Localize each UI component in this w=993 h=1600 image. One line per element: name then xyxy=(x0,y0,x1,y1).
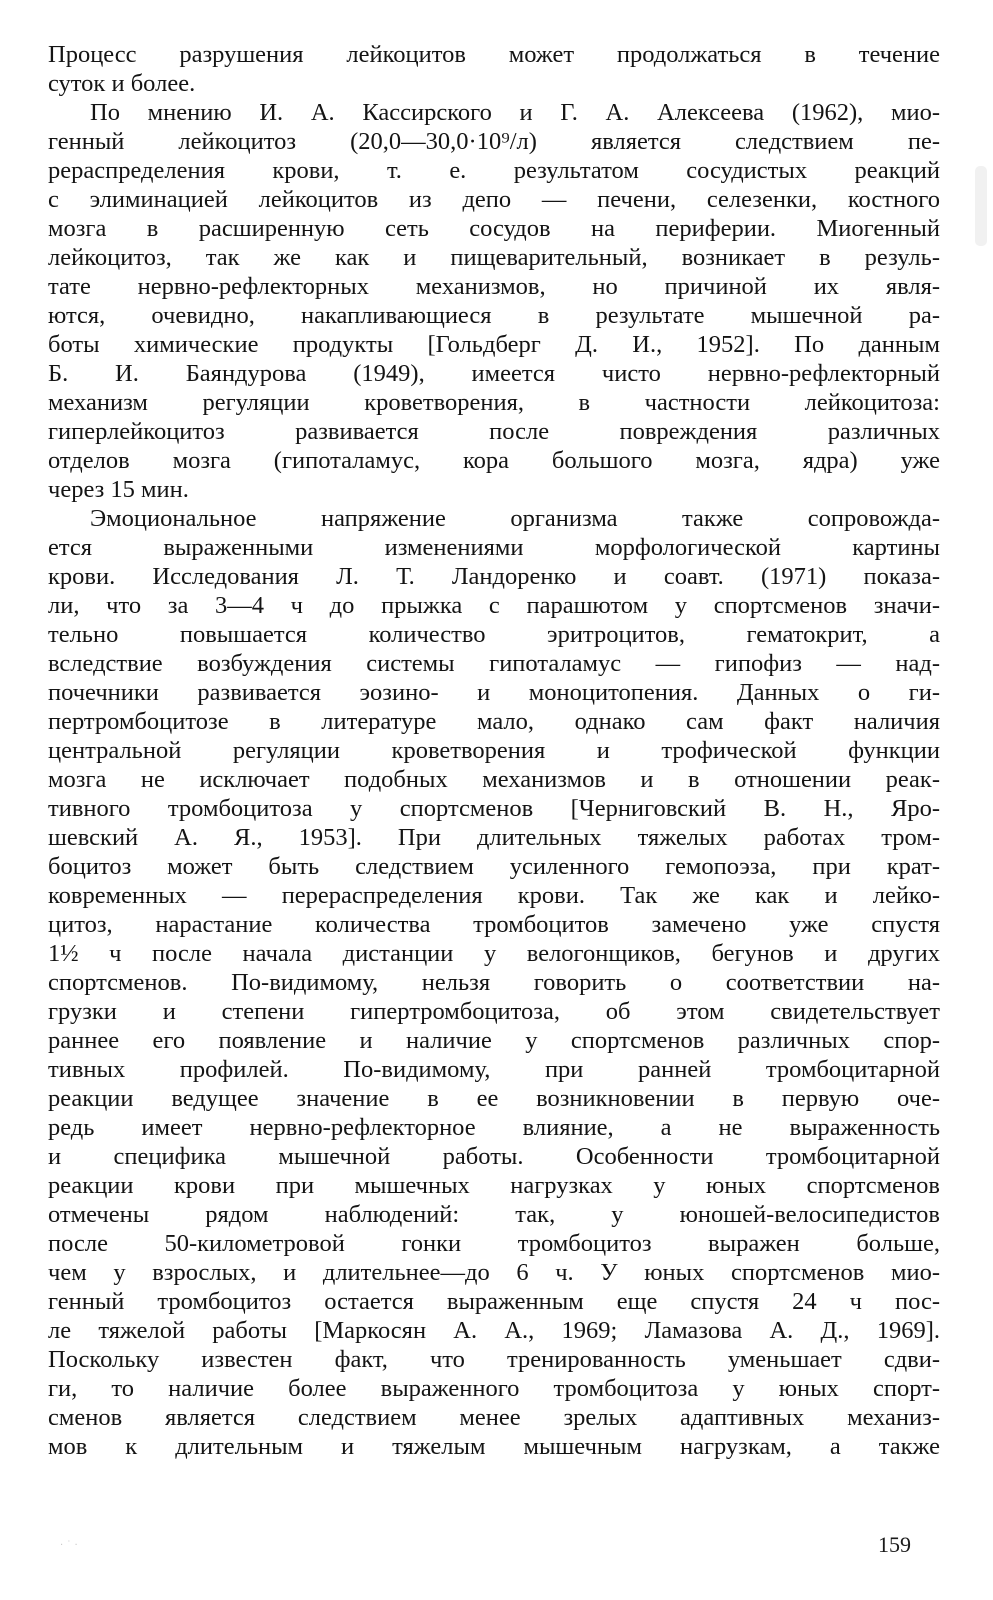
text-line: редь имеет нервно-рефлекторное влияние, а не выраженность xyxy=(48,1114,940,1141)
text-line: спортсменов. По-видимому, нельзя говорить о соответствии на- xyxy=(48,969,940,996)
text-line: Процесс разрушения лейкоцитов может продолжаться в течение xyxy=(48,41,940,68)
text-line: генный лейкоцитоз (20,0—30,0·10⁹/л) является следствием пе- xyxy=(48,128,940,155)
text-line: тате нервно-рефлекторных механизмов, но причиной их явля- xyxy=(48,273,940,300)
text-line: чем у взрослых, и длительнее—до 6 ч. У юных спортсменов мио- xyxy=(48,1259,940,1286)
scan-specks: · ˙ · xyxy=(60,1540,78,1551)
text-line: боты химические продукты [Гольдберг Д. И., 1952]. По данным xyxy=(48,331,940,358)
text-line: пертромбоцитозе в литературе мало, однако сам факт наличия xyxy=(48,708,940,735)
page-number: 159 xyxy=(878,1532,911,1557)
text-line: вследствие возбуждения системы гипоталамус — гипофиз — над- xyxy=(48,650,940,677)
text-line: ги, то наличие более выраженного тромбоцитоза у юных спорт- xyxy=(48,1375,940,1402)
text-line: мозга не исключает подобных механизмов и в отношении реак- xyxy=(48,766,940,793)
text-line: грузки и степени гипертромбоцитоза, об этом свидетельствует xyxy=(48,998,940,1025)
text-line: реакции ведущее значение в ее возникновении в первую оче- xyxy=(48,1085,940,1112)
text-line: отмечены рядом наблюдений: так, у юношей-велосипедистов xyxy=(48,1201,940,1228)
book-page-text xyxy=(48,40,940,1461)
text-line: Поскольку известен факт, что тренированность уменьшает сдви- xyxy=(48,1346,940,1373)
text-line: боцитоз может быть следствием усиленного гемопоэза, при крат- xyxy=(48,853,940,880)
text-line: лейкоцитоз, так же как и пищеварительный, возникает в резуль- xyxy=(48,244,940,271)
text-line: По мнению И. А. Кассирского и Г. А. Алексеева (1962), мио- xyxy=(90,99,940,126)
text-line: с элиминацией лейкоцитов из депо — печени, селезенки, костного xyxy=(48,186,940,213)
text-line: крови. Исследования Л. Т. Ландоренко и соавт. (1971) показа- xyxy=(48,563,940,590)
text-line: и специфика мышечной работы. Особенности тромбоцитарной xyxy=(48,1143,940,1170)
text-line: мозга в расширенную сеть сосудов на периферии. Миогенный xyxy=(48,215,940,242)
text-line: тельно повышается количество эритроцитов, гематокрит, а xyxy=(48,621,940,648)
text-line: раннее его появление и наличие у спортсменов различных спор- xyxy=(48,1027,940,1054)
text-line: отделов мозга (гипоталамус, кора большого мозга, ядра) уже xyxy=(48,447,940,474)
text-line: почечники развивается эозино- и моноцитопения. Данных о ги- xyxy=(48,679,940,706)
text-line: ются, очевидно, накапливающиеся в результате мышечной ра- xyxy=(48,302,940,329)
text-line: мов к длительным и тяжелым мышечным нагрузкам, а также xyxy=(48,1433,940,1460)
text-line: сменов является следствием менее зрелых адаптивных механиз- xyxy=(48,1404,940,1431)
text-line: ковременных — перераспределения крови. Так же как и лейко- xyxy=(48,882,940,909)
text-line: генный тромбоцитоз остается выраженным еще спустя 24 ч пос- xyxy=(48,1288,940,1315)
text-line: центральной регуляции кроветворения и трофической функции xyxy=(48,737,940,764)
text-line: рераспределения крови, т. е. результатом сосудистых реакций xyxy=(48,157,940,184)
text-line: 1½ ч после начала дистанции у велогонщиков, бегунов и других xyxy=(48,940,940,967)
text-line: шевский А. Я., 1953]. При длительных тяжелых работах тром- xyxy=(48,824,940,851)
text-line: ли, что за 3—4 ч до прыжка с парашютом у спортсменов значи- xyxy=(48,592,940,619)
text-line: тивных профилей. По-видимому, при ранней тромбоцитарной xyxy=(48,1056,940,1083)
text-line: тивного тромбоцитоза у спортсменов [Черниговский В. Н., Яро- xyxy=(48,795,940,822)
text-line: цитоз, нарастание количества тромбоцитов замечено уже спустя xyxy=(48,911,940,938)
text-line: Б. И. Баяндурова (1949), имеется чисто нервно-рефлекторный xyxy=(48,360,940,387)
text-line: суток и более. xyxy=(48,70,196,97)
text-line: механизм регуляции кроветворения, в частности лейкоцитоза: xyxy=(48,389,940,416)
text-line: ле тяжелой работы [Маркосян А. А., 1969; Ламазова А. Д., 1969]. xyxy=(48,1317,940,1344)
text-line: после 50-километровой гонки тромбоцитоз выражен больше, xyxy=(48,1230,940,1257)
text-line: реакции крови при мышечных нагрузках у юных спортсменов xyxy=(48,1172,940,1199)
text-line: через 15 мин. xyxy=(48,476,189,503)
scan-edge-shadow xyxy=(975,166,987,246)
text-line: Эмоциональное напряжение организма также сопровождa- xyxy=(90,505,940,532)
text-line: гиперлейкоцитоз развивается после повреждения различных xyxy=(48,418,940,445)
text-line: ется выраженными изменениями морфологической картины xyxy=(48,534,940,561)
